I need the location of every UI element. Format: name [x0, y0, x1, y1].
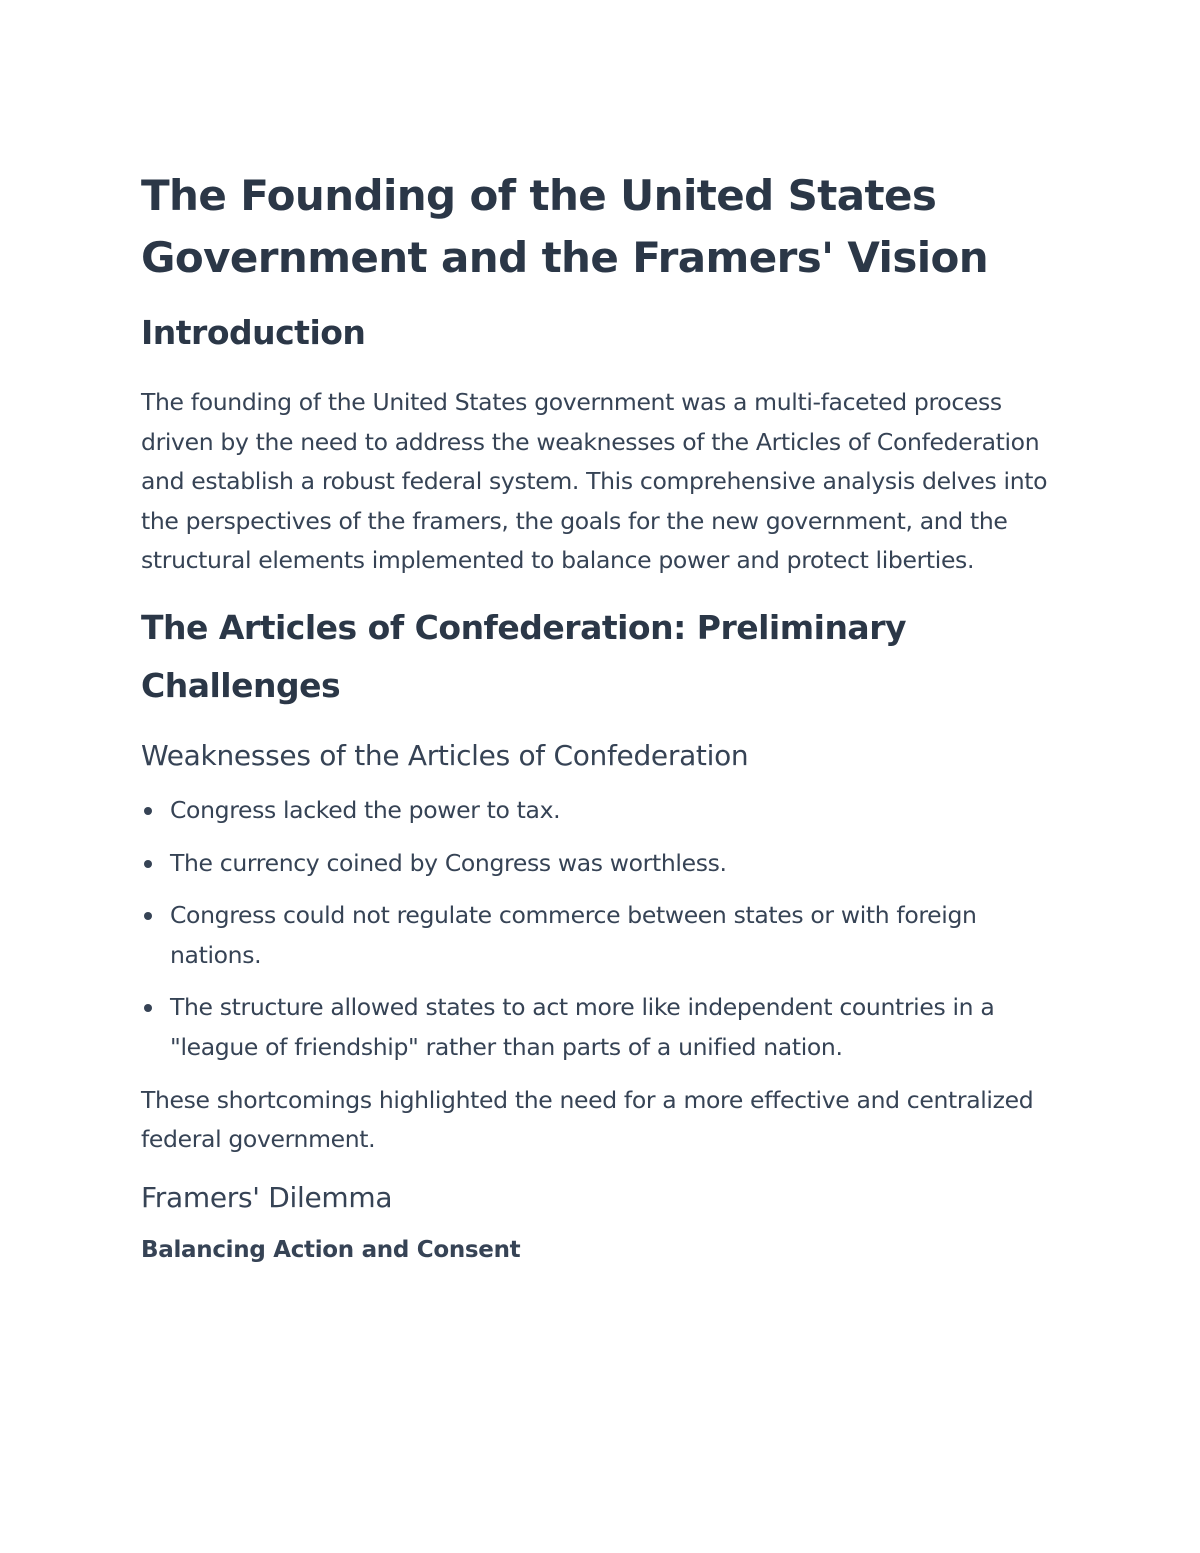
introduction-paragraph: The founding of the United States government was a multi-faceted process driven by the need to address the weaknesses of the Articles of Confederation and establish a robust federal system. This comprehensive analysis delves into the perspectives of the framers, the goals for the new government, and the structural elements implemented to balance power and protect liberties. — [141, 388, 1048, 575]
list-item — [141, 896, 1066, 975]
list-item-text: Congress could not regulate commerce between states or with foreign nations. — [170, 901, 977, 969]
bullet-icon — [144, 860, 152, 868]
bullet-icon — [144, 807, 152, 815]
document-title: The Founding of the United States Government and the Framers' Vision — [141, 171, 989, 282]
weaknesses-list — [141, 791, 1066, 1068]
list-item-text: Congress lacked the power to tax. — [170, 795, 561, 824]
list-item-text: The structure allowed states to act more like independent countries in a "league of friendship" rather than parts of a unified nation. — [170, 993, 995, 1061]
list-item — [141, 988, 1066, 1067]
bullet-icon — [144, 912, 152, 920]
weaknesses-heading: Weaknesses of the Articles of Confederation — [141, 738, 749, 772]
dilemma-subheading: Balancing Action and Consent — [141, 1236, 521, 1263]
introduction-heading: Introduction — [141, 313, 366, 352]
bullet-icon — [144, 1004, 152, 1012]
list-item — [141, 791, 1066, 831]
dilemma-heading: Framers' Dilemma — [141, 1180, 393, 1214]
weaknesses-conclusion: These shortcomings highlighted the need for a more effective and centralized federal government. — [141, 1085, 1034, 1154]
list-item-text: The currency coined by Congress was worthless. — [170, 848, 727, 877]
list-item — [141, 844, 1066, 884]
articles-heading: The Articles of Confederation: Preliminary Challenges — [141, 607, 906, 705]
document-page — [141, 165, 1066, 1270]
